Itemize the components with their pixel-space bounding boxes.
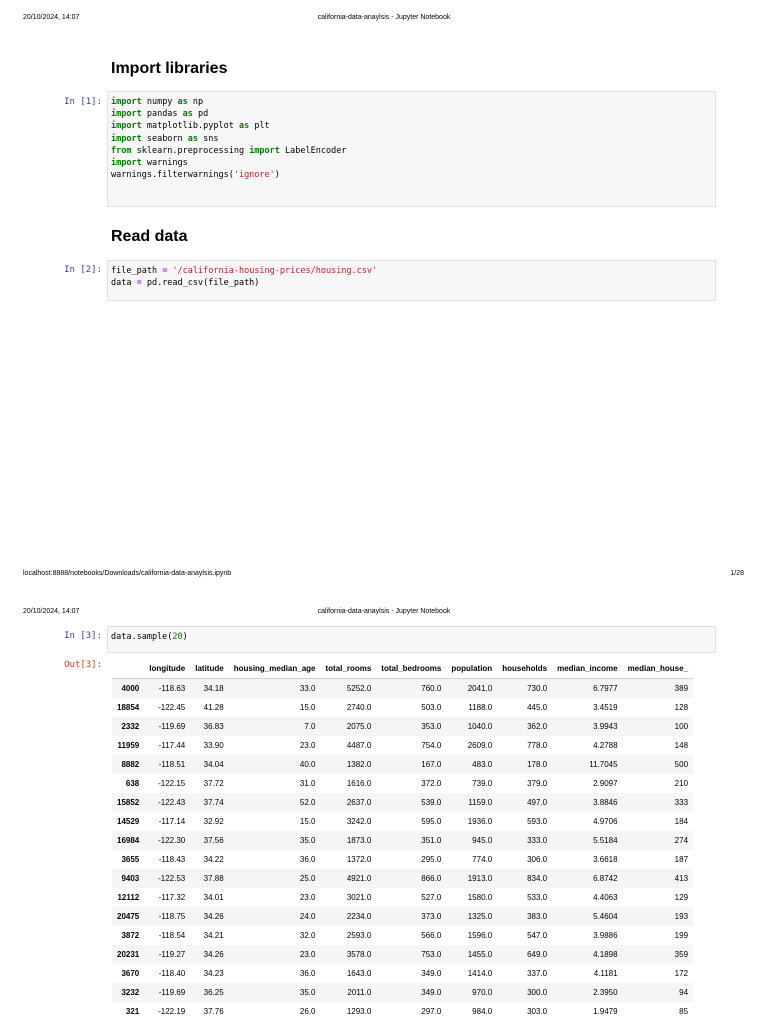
- table-cell: -122.15: [158, 779, 186, 788]
- column-header: total_rooms: [321, 658, 377, 679]
- code-keyword: as: [177, 97, 188, 107]
- table-cell: -119.69: [158, 722, 186, 731]
- table-cell: 1040.0: [467, 722, 493, 731]
- code-keyword: as: [238, 121, 250, 132]
- table-cell: 129: [674, 893, 689, 902]
- table-cell: 167.0: [421, 760, 442, 769]
- code-keyword: import: [111, 109, 142, 120]
- table-cell: 34.23: [203, 969, 224, 978]
- table-cell: 36.0: [299, 855, 316, 864]
- table-cell: 1325.0: [467, 912, 493, 921]
- code-text: file_path: [111, 266, 163, 276]
- table-cell: 23.0: [299, 741, 316, 750]
- table-cell: -118.54: [158, 931, 186, 940]
- table-cell: 984.0: [472, 1007, 493, 1016]
- code-text: warnings: [141, 158, 188, 169]
- row-index: 15852: [117, 798, 140, 807]
- code-text: data: [111, 278, 137, 289]
- code-keyword: import: [249, 145, 280, 156]
- table-cell: 23.0: [299, 893, 316, 902]
- table-cell: 32.0: [299, 931, 316, 940]
- output-area-3: [107, 655, 718, 1024]
- table-cell: 274: [674, 836, 689, 845]
- table-cell: 23.0: [299, 950, 316, 959]
- table-cell: 35.0: [299, 836, 316, 845]
- table-cell: 306.0: [527, 855, 548, 864]
- table-cell: 52.0: [299, 798, 316, 807]
- table-cell: 349.0: [421, 969, 442, 978]
- table-cell: 3021.0: [346, 893, 372, 902]
- column-header: population: [446, 658, 497, 679]
- code-text: sklearn.preprocessing: [131, 145, 250, 156]
- table-cell: 4921.0: [346, 874, 372, 883]
- table-cell: 199: [674, 931, 689, 940]
- column-header: total_bedrooms: [376, 658, 446, 679]
- table-cell: 753.0: [421, 950, 442, 959]
- code-1-line: [111, 134, 219, 144]
- table-cell: 2740.0: [346, 703, 372, 712]
- code-keyword: from: [111, 145, 132, 156]
- table-cell: 413: [674, 874, 689, 883]
- table-cell: 359: [674, 950, 689, 959]
- table-cell: 37.72: [203, 779, 224, 788]
- print-title: california-data-anaylsis - Jupyter Notebook: [317, 14, 451, 21]
- table-cell: 11.7045: [589, 760, 618, 769]
- row-index: 14529: [117, 817, 140, 826]
- table-cell: 41.28: [203, 703, 224, 712]
- table-cell: 1382.0: [346, 760, 372, 769]
- code-operator: =: [136, 278, 142, 289]
- table-cell: 1.9479: [593, 1007, 618, 1016]
- table-cell: -118.40: [158, 969, 186, 978]
- table-cell: 3.9943: [593, 722, 618, 731]
- code-text: ): [274, 170, 280, 181]
- table-cell: 34.18: [203, 684, 224, 693]
- code-1-line: [111, 146, 346, 156]
- table-cell: 300.0: [527, 988, 548, 997]
- row-index: 18854: [117, 703, 140, 712]
- table-cell: 5252.0: [346, 684, 372, 693]
- table-cell: 128: [674, 703, 689, 712]
- code-text: plt: [249, 121, 270, 132]
- code-keyword: import: [111, 133, 142, 144]
- table-cell: 25.0: [299, 874, 316, 883]
- code-text: pandas: [141, 109, 183, 120]
- table-cell: -122.53: [158, 874, 186, 883]
- table-cell: 337.0: [527, 969, 548, 978]
- table-cell: 730.0: [527, 684, 548, 693]
- row-index: 16984: [117, 836, 140, 845]
- table-cell: 333.0: [527, 836, 548, 845]
- table-cell: 1643.0: [346, 969, 372, 978]
- table-cell: 3578.0: [346, 950, 372, 959]
- column-header: median_house_: [623, 658, 693, 679]
- table-cell: -117.32: [158, 893, 186, 902]
- table-cell: 1372.0: [346, 855, 372, 864]
- table-cell: 34.22: [203, 855, 224, 864]
- table-cell: 2637.0: [346, 798, 372, 807]
- table-cell: 24.0: [299, 912, 316, 921]
- table-cell: 3.8846: [593, 798, 618, 807]
- out-prompt-3: Out[3]:: [64, 660, 102, 670]
- code-keyword: import: [111, 158, 142, 169]
- code-keyword: as: [182, 109, 193, 120]
- table-cell: 4.9706: [593, 817, 618, 826]
- table-cell: 34.04: [203, 760, 224, 769]
- table-row: [112, 964, 693, 983]
- table-cell: 533.0: [527, 893, 548, 902]
- table-cell: 2593.0: [346, 931, 372, 940]
- table-cell: 4.1181: [593, 969, 618, 978]
- table-cell: 36.0: [299, 969, 316, 978]
- table-cell: 6.7977: [593, 684, 618, 693]
- code-editor-3[interactable]: [111, 631, 712, 643]
- table-cell: 36.25: [203, 988, 224, 997]
- code-text: sns: [198, 133, 219, 144]
- table-cell: 1936.0: [467, 817, 493, 826]
- table-row: [112, 793, 693, 812]
- table-cell: 503.0: [421, 703, 442, 712]
- column-header: median_income: [552, 658, 622, 679]
- table-row: [112, 831, 693, 850]
- table-cell: 547.0: [527, 931, 548, 940]
- table-cell: -122.30: [158, 836, 186, 845]
- table-cell: 1616.0: [346, 779, 372, 788]
- table-cell: 26.0: [299, 1007, 316, 1016]
- table-cell: 193: [674, 912, 689, 921]
- in-prompt-2: In [2]:: [64, 265, 102, 275]
- table-cell: 1580.0: [467, 893, 493, 902]
- table-cell: 739.0: [472, 779, 493, 788]
- table-cell: 4.1898: [593, 950, 618, 959]
- table-cell: 566.0: [421, 931, 442, 940]
- table-cell: 778.0: [527, 741, 548, 750]
- table-cell: 4.2788: [593, 741, 618, 750]
- table-cell: 866.0: [421, 874, 442, 883]
- table-cell: 172: [674, 969, 689, 978]
- table-cell: -119.27: [158, 950, 186, 959]
- code-cell-2[interactable]: [107, 260, 716, 301]
- table-row: [112, 755, 693, 774]
- table-cell: 34.01: [203, 893, 224, 902]
- table-cell: 1596.0: [467, 931, 493, 940]
- table-cell: 595.0: [421, 817, 442, 826]
- table-cell: 3.9886: [593, 931, 618, 940]
- table-cell: 539.0: [421, 798, 442, 807]
- row-index: 20475: [117, 912, 140, 921]
- row-index: 3232: [121, 988, 140, 997]
- table-cell: 40.0: [299, 760, 316, 769]
- table-cell: 37.56: [203, 836, 224, 845]
- code-text: numpy: [141, 97, 178, 107]
- code-cell-3[interactable]: [107, 626, 716, 653]
- table-cell: -117.44: [158, 741, 186, 750]
- code-2-line: [111, 266, 377, 276]
- table-cell: 445.0: [527, 703, 548, 712]
- table-cell: 760.0: [421, 684, 442, 693]
- table-cell: 187: [674, 855, 689, 864]
- code-text: LabelEncoder: [279, 145, 347, 156]
- table-cell: 1873.0: [346, 836, 372, 845]
- table-cell: 500: [674, 760, 689, 769]
- table-cell: 1455.0: [467, 950, 493, 959]
- code-1-line: [111, 97, 203, 107]
- index-header: [112, 658, 144, 679]
- table-cell: 527.0: [421, 893, 442, 902]
- table-row: [112, 774, 693, 793]
- table-cell: 3.4519: [593, 703, 618, 712]
- table-cell: 774.0: [472, 855, 493, 864]
- table-cell: 373.0: [421, 912, 442, 921]
- row-index: 2332: [121, 722, 140, 731]
- print-date: 20/10/2024, 14:07: [23, 14, 80, 21]
- table-cell: 37.88: [203, 874, 224, 883]
- heading-import-libraries: Import libraries: [111, 60, 228, 77]
- table-cell: 32.92: [203, 817, 224, 826]
- table-cell: -122.19: [158, 1007, 186, 1016]
- row-index: 321: [125, 1007, 140, 1016]
- table-cell: 372.0: [421, 779, 442, 788]
- table-cell: 353.0: [421, 722, 442, 731]
- table-cell: 2041.0: [467, 684, 493, 693]
- table-cell: 351.0: [421, 836, 442, 845]
- table-row: [112, 1002, 693, 1021]
- table-row: [112, 717, 693, 736]
- row-index: 4000: [121, 684, 140, 693]
- table-row: [112, 945, 693, 964]
- table-header-row: [112, 658, 693, 679]
- code-operator: =: [162, 266, 168, 276]
- row-index: 3670: [121, 969, 140, 978]
- table-cell: 37.76: [203, 1007, 224, 1016]
- table-cell: 5.5184: [593, 836, 618, 845]
- table-cell: 754.0: [421, 741, 442, 750]
- table-cell: 2234.0: [346, 912, 372, 921]
- table-cell: 34.26: [203, 950, 224, 959]
- table-cell: 31.0: [299, 779, 316, 788]
- code-text: pd.read_csv(file_path): [141, 278, 260, 289]
- table-cell: 3.6618: [593, 855, 618, 864]
- code-text: seaborn: [141, 133, 188, 144]
- table-cell: 303.0: [527, 1007, 548, 1016]
- row-index: 11959: [117, 741, 140, 750]
- print-title-2: california-data-anaylsis - Jupyter Notebook: [317, 608, 451, 615]
- table-cell: -122.45: [158, 703, 186, 712]
- print-date-2: 20/10/2024, 14:07: [23, 608, 80, 615]
- table-row: [112, 698, 693, 717]
- table-row: [112, 679, 693, 699]
- table-cell: 1913.0: [467, 874, 493, 883]
- table-cell: 2.3950: [593, 988, 618, 997]
- table-row: [112, 869, 693, 888]
- table-cell: 389: [674, 684, 689, 693]
- code-text: ): [182, 632, 188, 642]
- table-cell: 1188.0: [468, 703, 493, 712]
- heading-read-data: Read data: [111, 228, 188, 245]
- table-cell: 210: [674, 779, 689, 788]
- table-cell: 36.83: [203, 722, 224, 731]
- table-cell: 383.0: [527, 912, 548, 921]
- column-header: latitude: [190, 658, 228, 679]
- table-cell: 1414.0: [467, 969, 493, 978]
- row-index: 3655: [121, 855, 140, 864]
- code-keyword: as: [187, 133, 199, 144]
- table-cell: -122.43: [158, 798, 186, 807]
- table-cell: 34.26: [203, 912, 224, 921]
- code-1-line: [111, 121, 270, 131]
- table-cell: 184: [674, 817, 689, 826]
- table-cell: 148: [674, 741, 689, 750]
- code-text: np: [187, 97, 204, 107]
- table-cell: -118.51: [158, 760, 186, 769]
- in-prompt-1: In [1]:: [64, 97, 102, 107]
- table-cell: 333: [674, 798, 689, 807]
- row-index: 20231: [117, 950, 140, 959]
- code-1-line: [111, 170, 280, 180]
- table-cell: 3242.0: [346, 817, 372, 826]
- code-3-line: [111, 632, 188, 642]
- table-cell: 15.0: [299, 817, 316, 826]
- table-cell: 4.4063: [593, 893, 618, 902]
- table-cell: -118.75: [158, 912, 186, 921]
- table-row: [112, 983, 693, 1002]
- table-cell: 94: [679, 988, 689, 997]
- table-row: [112, 888, 693, 907]
- row-index: 3872: [121, 931, 140, 940]
- column-header: housing_median_age: [229, 658, 321, 679]
- table-cell: 593.0: [527, 817, 548, 826]
- table-row: [112, 926, 693, 945]
- in-prompt-3: In [3]:: [64, 631, 102, 641]
- table-cell: 1293.0: [346, 1007, 372, 1016]
- column-header: longitude: [144, 658, 190, 679]
- print-url: localhost:8888/notebooks/Downloads/california-data-anaylsis.ipynb: [23, 570, 232, 577]
- row-index: 8882: [121, 760, 140, 769]
- code-text: data.sample(: [111, 632, 173, 642]
- table-row: [112, 812, 693, 831]
- code-text: pd: [192, 109, 209, 120]
- table-cell: 970.0: [472, 988, 493, 997]
- code-keyword: import: [111, 121, 142, 132]
- table-cell: 649.0: [527, 950, 548, 959]
- table-cell: 297.0: [421, 1007, 442, 1016]
- table-cell: 33.0: [299, 684, 316, 693]
- table-cell: 295.0: [421, 855, 442, 864]
- row-index: 12112: [117, 893, 140, 902]
- table-row: [112, 736, 693, 755]
- row-index: 9403: [121, 874, 140, 883]
- table-cell: 497.0: [527, 798, 548, 807]
- table-cell: 379.0: [527, 779, 548, 788]
- table-cell: -119.69: [158, 988, 186, 997]
- row-index: 638: [125, 779, 140, 788]
- table-cell: 2.9097: [593, 779, 618, 788]
- table-cell: -118.63: [158, 684, 186, 693]
- table-cell: 15.0: [299, 703, 316, 712]
- table-cell: 7.0: [304, 722, 316, 731]
- code-string: 'ignore': [233, 170, 275, 181]
- print-page-number: 1/28: [730, 570, 744, 577]
- table-row: [112, 907, 693, 926]
- table-cell: 349.0: [421, 988, 442, 997]
- dataframe-table: [112, 658, 693, 1021]
- table-cell: 37.74: [203, 798, 224, 807]
- table-cell: -117.14: [158, 817, 186, 826]
- code-string: '/california-housing-prices/housing.csv': [172, 266, 378, 276]
- table-cell: 945.0: [472, 836, 493, 845]
- code-number: 20: [172, 632, 183, 642]
- table-cell: 2075.0: [346, 722, 372, 731]
- table-cell: 2011.0: [347, 988, 372, 997]
- table-cell: 34.21: [203, 931, 224, 940]
- code-keyword: import: [111, 97, 142, 107]
- table-cell: 33.90: [203, 741, 224, 750]
- table-cell: 6.8742: [593, 874, 618, 883]
- table-cell: 100: [674, 722, 689, 731]
- table-cell: 1159.0: [468, 798, 493, 807]
- code-2-line: [111, 278, 259, 288]
- table-row: [112, 850, 693, 869]
- table-cell: 85: [679, 1007, 689, 1016]
- code-text: matplotlib.pyplot: [141, 121, 239, 132]
- table-cell: 178.0: [527, 760, 548, 769]
- column-header: households: [497, 658, 552, 679]
- code-cell-1[interactable]: [107, 91, 716, 207]
- code-1-line: [111, 158, 188, 168]
- table-cell: -118.43: [158, 855, 186, 864]
- table-cell: 2609.0: [467, 741, 493, 750]
- table-cell: 834.0: [527, 874, 548, 883]
- table-cell: 5.4604: [593, 912, 618, 921]
- code-editor-1[interactable]: [111, 96, 712, 181]
- table-cell: 362.0: [527, 722, 548, 731]
- code-text: warnings.filterwarnings(: [111, 170, 234, 181]
- code-editor-2[interactable]: [111, 265, 712, 289]
- table-cell: 483.0: [472, 760, 493, 769]
- table-cell: 35.0: [299, 988, 316, 997]
- code-1-line: [111, 109, 208, 119]
- table-cell: 4487.0: [346, 741, 372, 750]
